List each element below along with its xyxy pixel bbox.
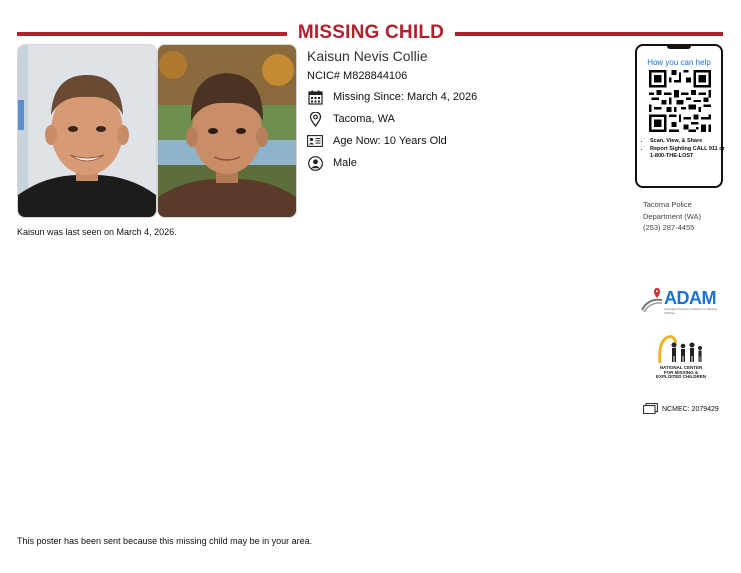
adam-tagline: Automated Delivery of Alerts on Missing Children xyxy=(664,307,718,315)
detail-location xyxy=(307,111,395,127)
folder-icon xyxy=(643,403,658,416)
footer-note: This poster has been sent because this missing child may be in your area. xyxy=(17,536,313,546)
detail-missing-since xyxy=(307,89,477,105)
ncmec-logo-text: NATIONAL CENTER FOR MISSING & EXPLOITED CHILDREN xyxy=(656,365,707,380)
detail-text: Tacoma, WA xyxy=(333,113,395,125)
poster-title: MISSING CHILD xyxy=(297,22,445,43)
agency-contact xyxy=(643,199,701,234)
detail-text: Missing Since: March 4, 2026 xyxy=(333,91,478,103)
person-icon xyxy=(307,155,323,171)
ncmec-logo xyxy=(656,333,706,385)
header-rule-right xyxy=(455,32,723,36)
card-notch xyxy=(667,46,691,49)
ncic-number: NCIC# M828844106 xyxy=(307,70,408,82)
qr-code[interactable] xyxy=(649,70,711,132)
agency-name-line1: Tacoma Police xyxy=(643,200,692,209)
child-name: Kaisun Nevis Collie xyxy=(307,48,428,64)
detail-age xyxy=(307,133,447,149)
last-seen-text: Kaisun was last seen on March 4, 2026. xyxy=(17,227,177,237)
qr-help-item: • Scan, View, & Share xyxy=(650,138,728,145)
qr-help-card xyxy=(635,44,723,188)
qr-help-list xyxy=(641,138,728,161)
adam-logo xyxy=(640,288,720,318)
agency-phone: (253) 287-4455 xyxy=(643,223,695,233)
agency-name-line2: Department (WA) xyxy=(643,211,702,221)
qr-help-item: • Report Sighting CALL 911 or 1-800-THE-LOST xyxy=(650,146,728,160)
id-card-icon xyxy=(307,133,323,149)
detail-text: Male xyxy=(333,157,357,169)
qr-card-title: How you can help xyxy=(647,58,711,67)
child-photo-1 xyxy=(17,44,157,218)
calendar-icon xyxy=(307,89,323,105)
location-pin-icon xyxy=(307,111,323,127)
ncmec-id-text: NCMEC: 2079429 xyxy=(662,406,719,413)
ncmec-case-id xyxy=(643,403,719,416)
child-photo-2 xyxy=(157,44,297,218)
detail-sex xyxy=(307,155,357,171)
header-rule-left xyxy=(17,32,287,36)
adam-logo-text: ADAM xyxy=(664,288,716,308)
detail-text: Age Now: 10 Years Old xyxy=(333,135,447,147)
ncmec-children-icon xyxy=(656,333,706,367)
